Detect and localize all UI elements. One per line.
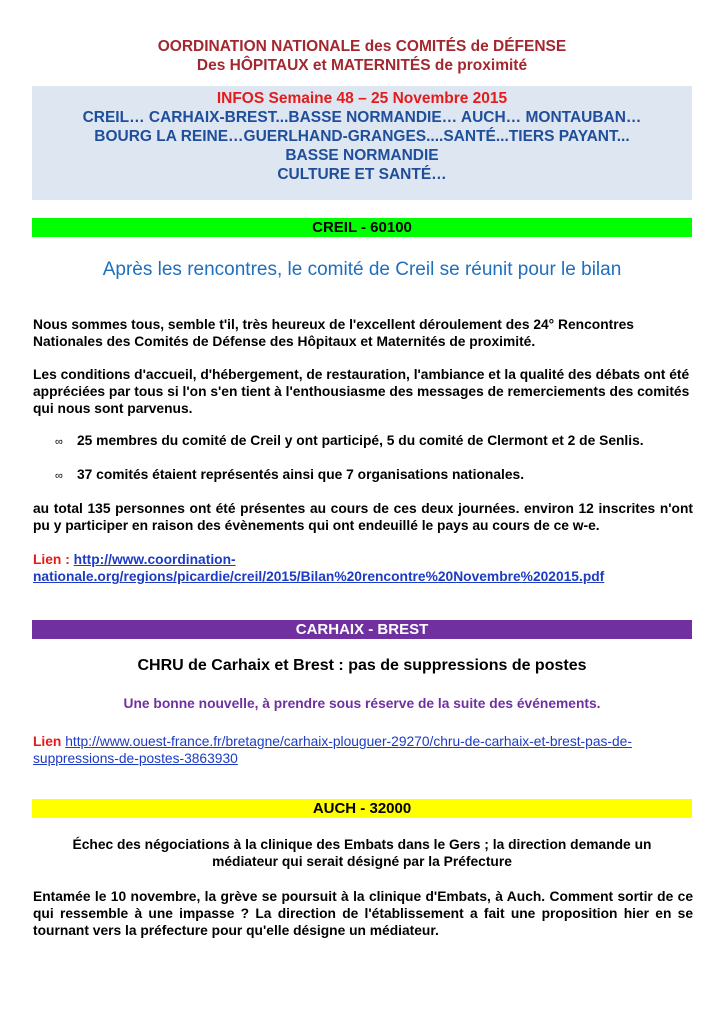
auch-headline-line: médiateur qui serait désigné par la Préfecture [212,854,512,869]
creil-paragraph-3: au total 135 personnes ont été présentes au cours de ces deux journées. environ 12 inscrites n'ont pu y participer en raison des évènements qui ont endeuillé le pays au cours de ce w-e. [33,501,693,533]
creil-bullet-1 [55,432,695,451]
section-bar-creil: CREIL - 60100 [32,218,692,237]
creil-paragraph-1: Nous sommes tous, semble t'il, très heureux de l'excellent déroulement des 24° Rencontres Nationales des Comités de Défense des Hôpitaux et Maternités de proximité. [33,317,634,349]
creil-link[interactable]: http://www.coordination- [73,552,236,567]
header-line-2: Des HÔPITAUX et MATERNITÉS de proximité [196,57,528,74]
carhaix-headline: CHRU de Carhaix et Brest : pas de suppressions de postes [137,657,587,674]
infinity-bullet-icon: ∞ [55,436,63,448]
carhaix-link-block [33,733,693,767]
infos-box [32,86,692,200]
auch-headline [32,836,692,870]
infos-line: CREIL… CARHAIX-BREST...BASSE NORMANDIE… AUCH… MONTAUBAN… [82,109,642,126]
creil-link[interactable]: nationale.org/regions/picardie/creil/2015/Bilan%20rencontre%20Novembre%202015.pdf [33,569,605,584]
creil-link-block [33,551,693,585]
bullet-text: 25 membres du comité de Creil y ont participé, 5 du comité de Clermont et 2 de Senlis. [77,433,644,448]
creil-paragraph-2: Les conditions d'accueil, d'hébergement, de restauration, l'ambiance et la qualité des débats ont été appréciées par tous si l'on s'en tient à l'enthousiasme des messages de remerciements des comités qui nous sont parvenus. [33,367,690,416]
creil-bullet-2 [55,466,695,485]
lien-label: Lien [33,734,62,749]
infos-title: INFOS Semaine 48 – 25 Novembre 2015 [216,90,508,107]
auch-paragraph-1: Entamée le 10 novembre, la grève se poursuit à la clinique d'Embats, à Auch. Comment sortir de ce qui ressemble à une impasse ? La direction de l'établissement a fait une proposition hier en se tournant vers la préfecture pour qu'elle désigne un médiateur. [33,889,693,938]
infos-line: CULTURE ET SANTÉ… [277,166,447,183]
creil-headline: Après les rencontres, le comité de Creil se réunit pour le bilan [102,259,622,280]
infos-line: BASSE NORMANDIE [285,147,439,164]
auch-headline-line: Échec des négociations à la clinique des Embats dans le Gers ; la direction demande un [72,837,652,852]
section-bar-auch: AUCH - 32000 [32,799,692,818]
carhaix-subtitle: Une bonne nouvelle, à prendre sous réserve de la suite des événements. [123,696,601,711]
section-bar-carhaix-brest: CARHAIX - BREST [32,620,692,639]
header-line-1: OORDINATION NATIONALE des COMITÉS de DÉFENSE [157,38,567,55]
carhaix-link[interactable]: http://www.ouest-france.fr/bretagne/carhaix-plouguer-29270/chru-de-carhaix-et-brest-pas-de- [65,734,632,749]
carhaix-link[interactable]: suppressions-de-postes-3863930 [33,751,238,766]
infos-line: BOURG LA REINE…GUERLHAND-GRANGES....SANTÉ...TIERS PAYANT... [94,128,630,145]
infinity-bullet-icon: ∞ [55,470,63,482]
bullet-text: 37 comités étaient représentés ainsi que 7 organisations nationales. [77,467,525,482]
lien-label: Lien : [33,552,70,567]
